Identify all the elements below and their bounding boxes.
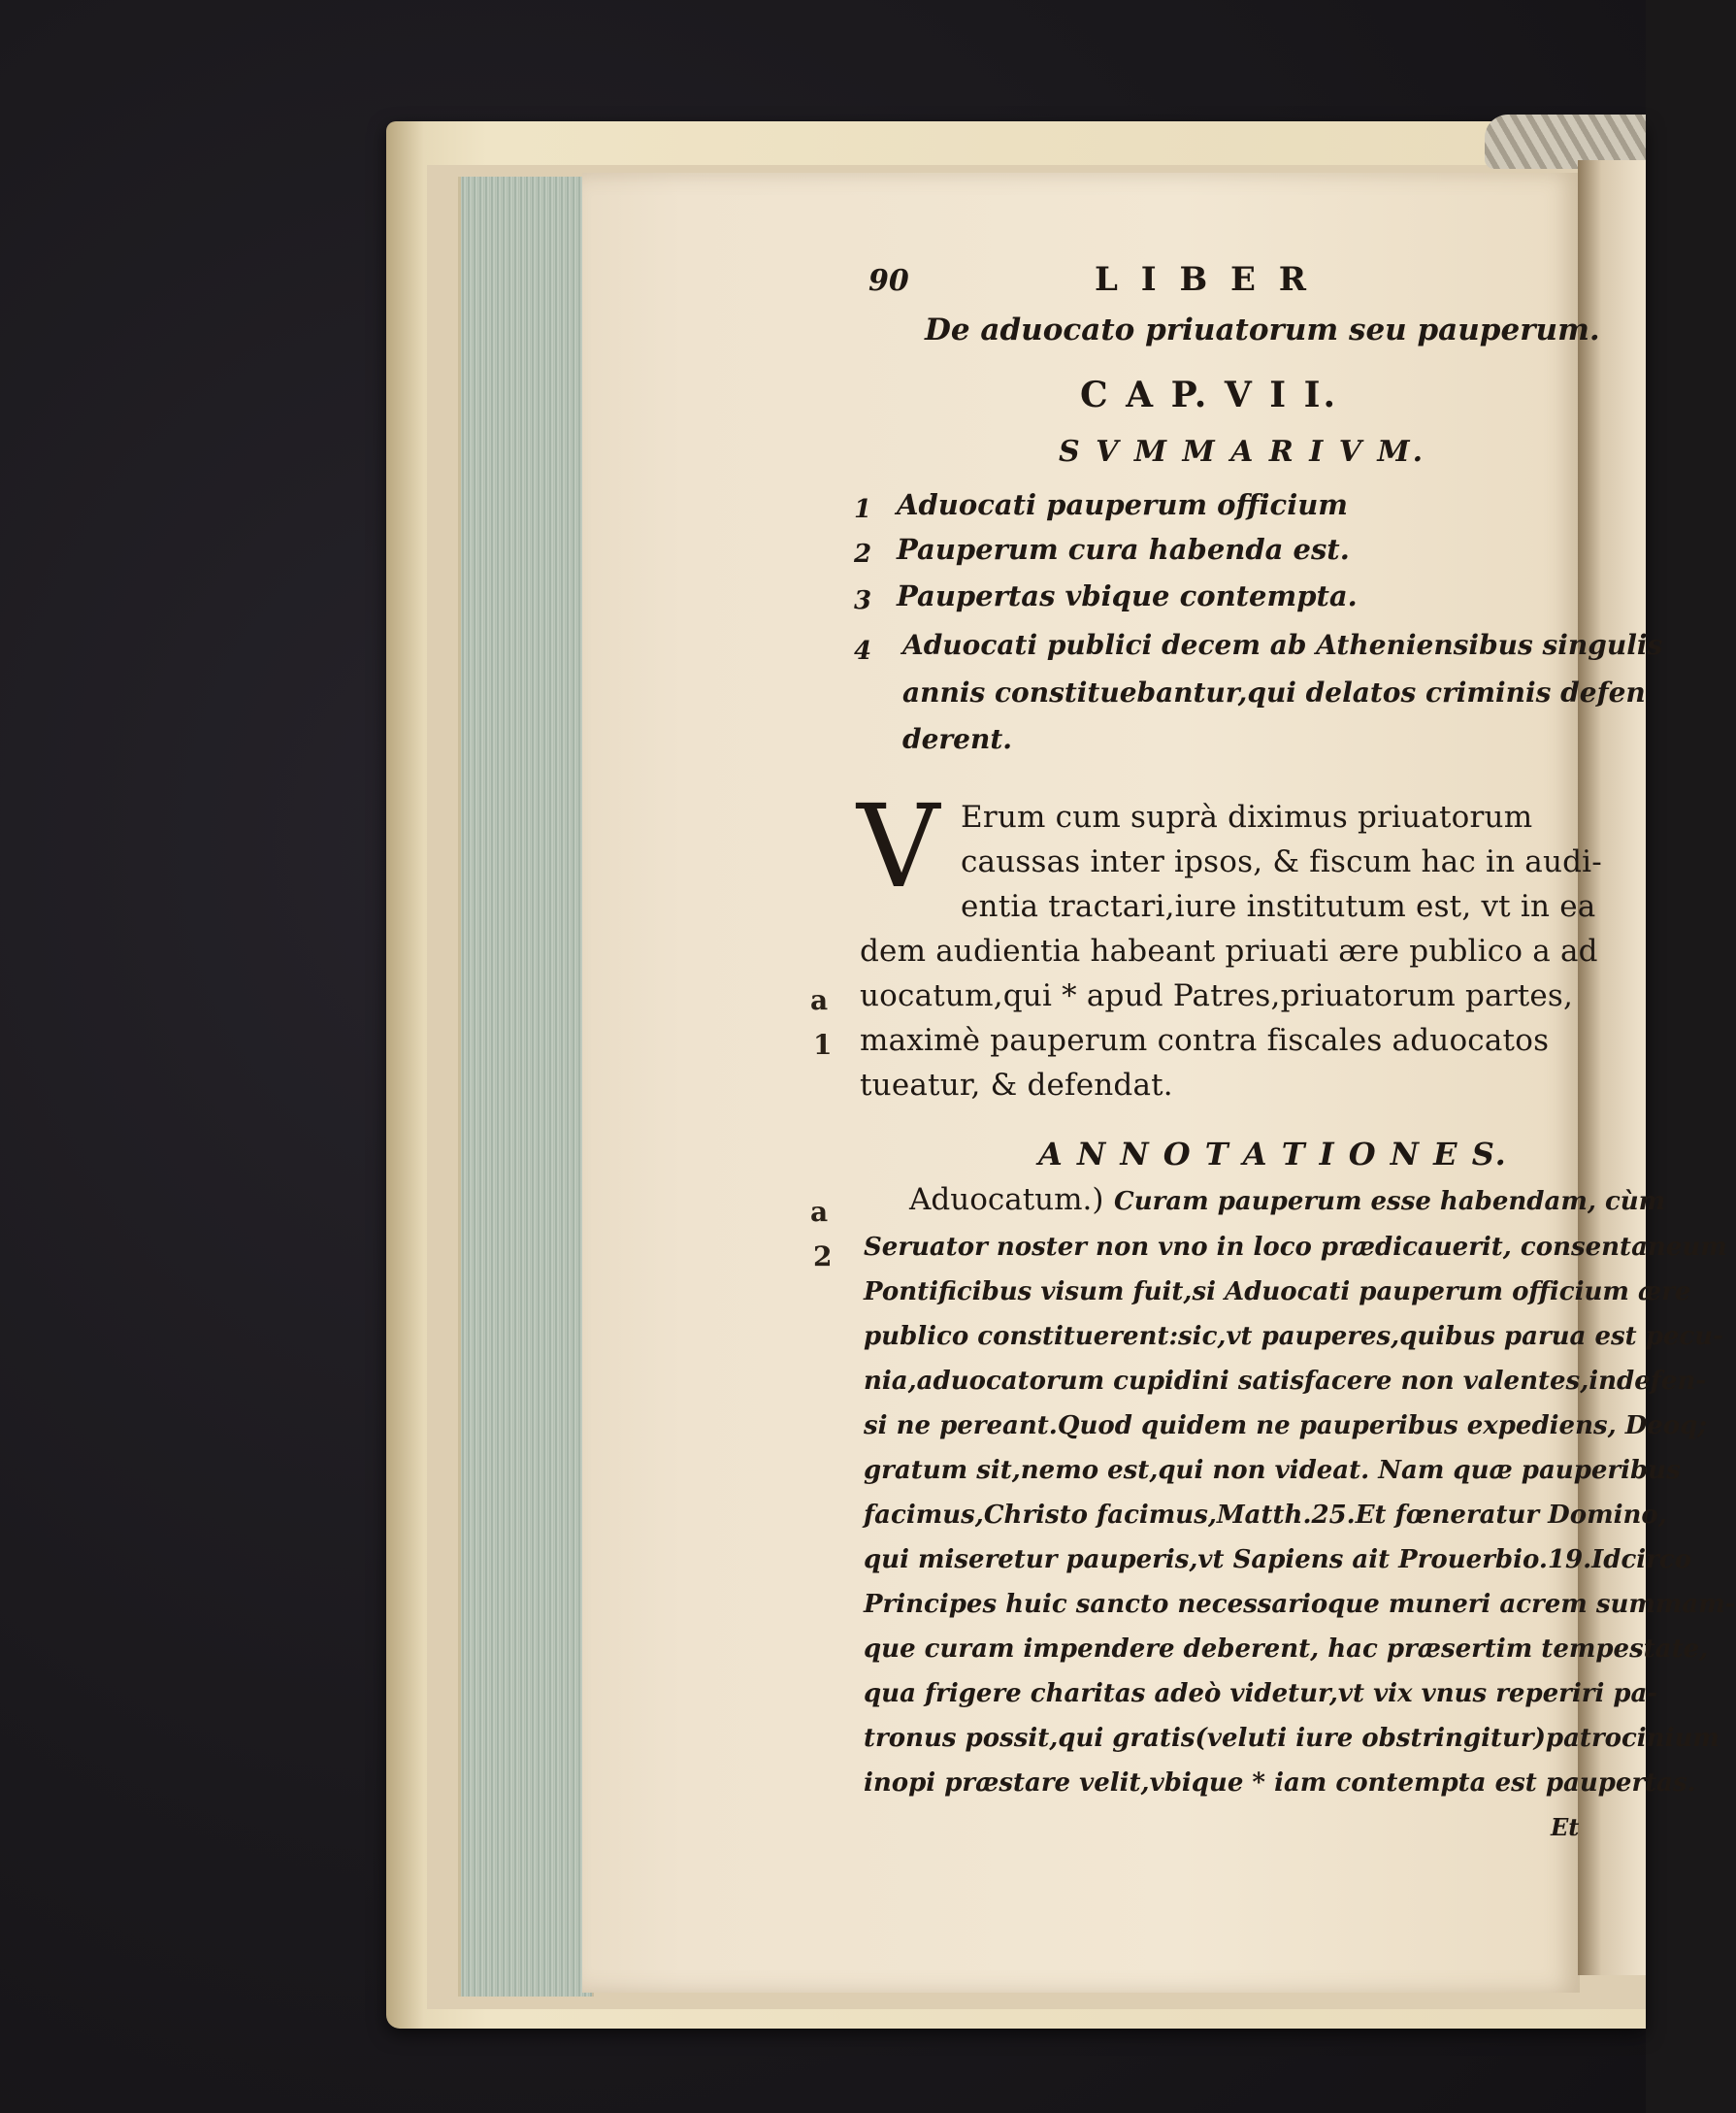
annotation-line: facimus,Christo facimus,Matth.25.Et fœneratur Domino, (864, 1501, 1667, 1530)
annotation-line: publico constituerent:sic,vt pauperes,quibus parua est pecu- (864, 1322, 1723, 1351)
body-line: uocatum,qui * apud Patres,priuatorum partes, (860, 978, 1574, 1013)
annotation-lead: Aduocatum.) (909, 1182, 1104, 1217)
annotation-line: si ne pereant.Quod quidem ne pauperibus expediens, Deoq; (864, 1411, 1707, 1440)
summary-item-continuation: annis constituebantur,qui delatos criminis defen (902, 677, 1646, 709)
summary-item-text: Aduocati pauperum officium (897, 488, 1348, 521)
annotation-line: que curam impendere deberent, hac præsertim tempestate, (864, 1634, 1709, 1664)
summary-item-number: 4 (854, 637, 872, 666)
summary-heading: S V M M A R I V M. (1059, 435, 1426, 469)
margin-note: 2 (813, 1240, 833, 1272)
annotation-line: nia,aduocatorum cupidini satisfacere non valentes,indefen- (864, 1367, 1707, 1396)
annotation-line: Pontificibus visum fuit,si Aduocati pauperum officium ære (864, 1277, 1691, 1306)
summary-item-text: Pauperum cura habenda est. (897, 533, 1350, 566)
catchword: Et (1551, 1813, 1580, 1841)
annotation-line: gratum sit,nemo est,qui non videat. Nam quæ pauperibus (864, 1456, 1681, 1485)
annotations-heading: A N N O T A T I O N E S. (1038, 1136, 1508, 1172)
page-number: 90 (868, 264, 909, 298)
summary-item-number: 3 (854, 586, 872, 615)
page-fore-edge (458, 177, 594, 1997)
annotation-line: tronus possit,qui gratis(veluti iure obstringitur)patrocinium (864, 1724, 1720, 1753)
drop-cap: V (857, 779, 940, 913)
body-line: tueatur, & defendat. (860, 1068, 1173, 1103)
body-line: dem audientia habeant priuati ære publico a ad (860, 934, 1598, 969)
chapter-number: C A P. V I I. (1080, 375, 1339, 415)
annotation-line: qua frigere charitas adeò videtur,vt vix vnus reperiri pa- (864, 1679, 1658, 1708)
margin-note: 1 (813, 1029, 833, 1061)
annotation-line: Principes huic sancto necessarioque muneri acrem summam- (864, 1590, 1736, 1619)
body-line: caussas inter ipsos, & fiscum hac in audi- (961, 844, 1602, 879)
body-line: Erum cum suprà diximus priuatorum (961, 800, 1533, 835)
summary-item-text: Aduocati publici decem ab Atheniensibus singulis (902, 629, 1663, 661)
body-line: entia tractari,iure institutum est, vt in ea (961, 889, 1596, 924)
summary-item-number: 2 (854, 540, 872, 569)
summary-item-text: Paupertas vbique contempta. (897, 579, 1358, 612)
margin-note: a (810, 1196, 829, 1228)
annotation-line: qui miseretur pauperis,vt Sapiens ait Prouerbio.19.Idcirco (864, 1545, 1692, 1574)
annotation-line: Curam pauperum esse habendam, cùm (1114, 1187, 1666, 1216)
margin-note: a (810, 984, 829, 1016)
running-head: L I B E R (1095, 260, 1313, 299)
chapter-title: De aduocato priuatorum seu pauperum. (925, 313, 1600, 347)
annotation-line: inopi præstare velit,vbique * iam contempta est paupertas. (864, 1768, 1696, 1798)
body-line: maximè pauperum contra fiscales aduocatos (860, 1023, 1550, 1058)
summary-item-number: 1 (854, 495, 872, 524)
annotation-line: Seruator noster non vno in loco prædicauerit, consentaneum (864, 1233, 1727, 1262)
summary-item-continuation: derent. (902, 723, 1012, 755)
